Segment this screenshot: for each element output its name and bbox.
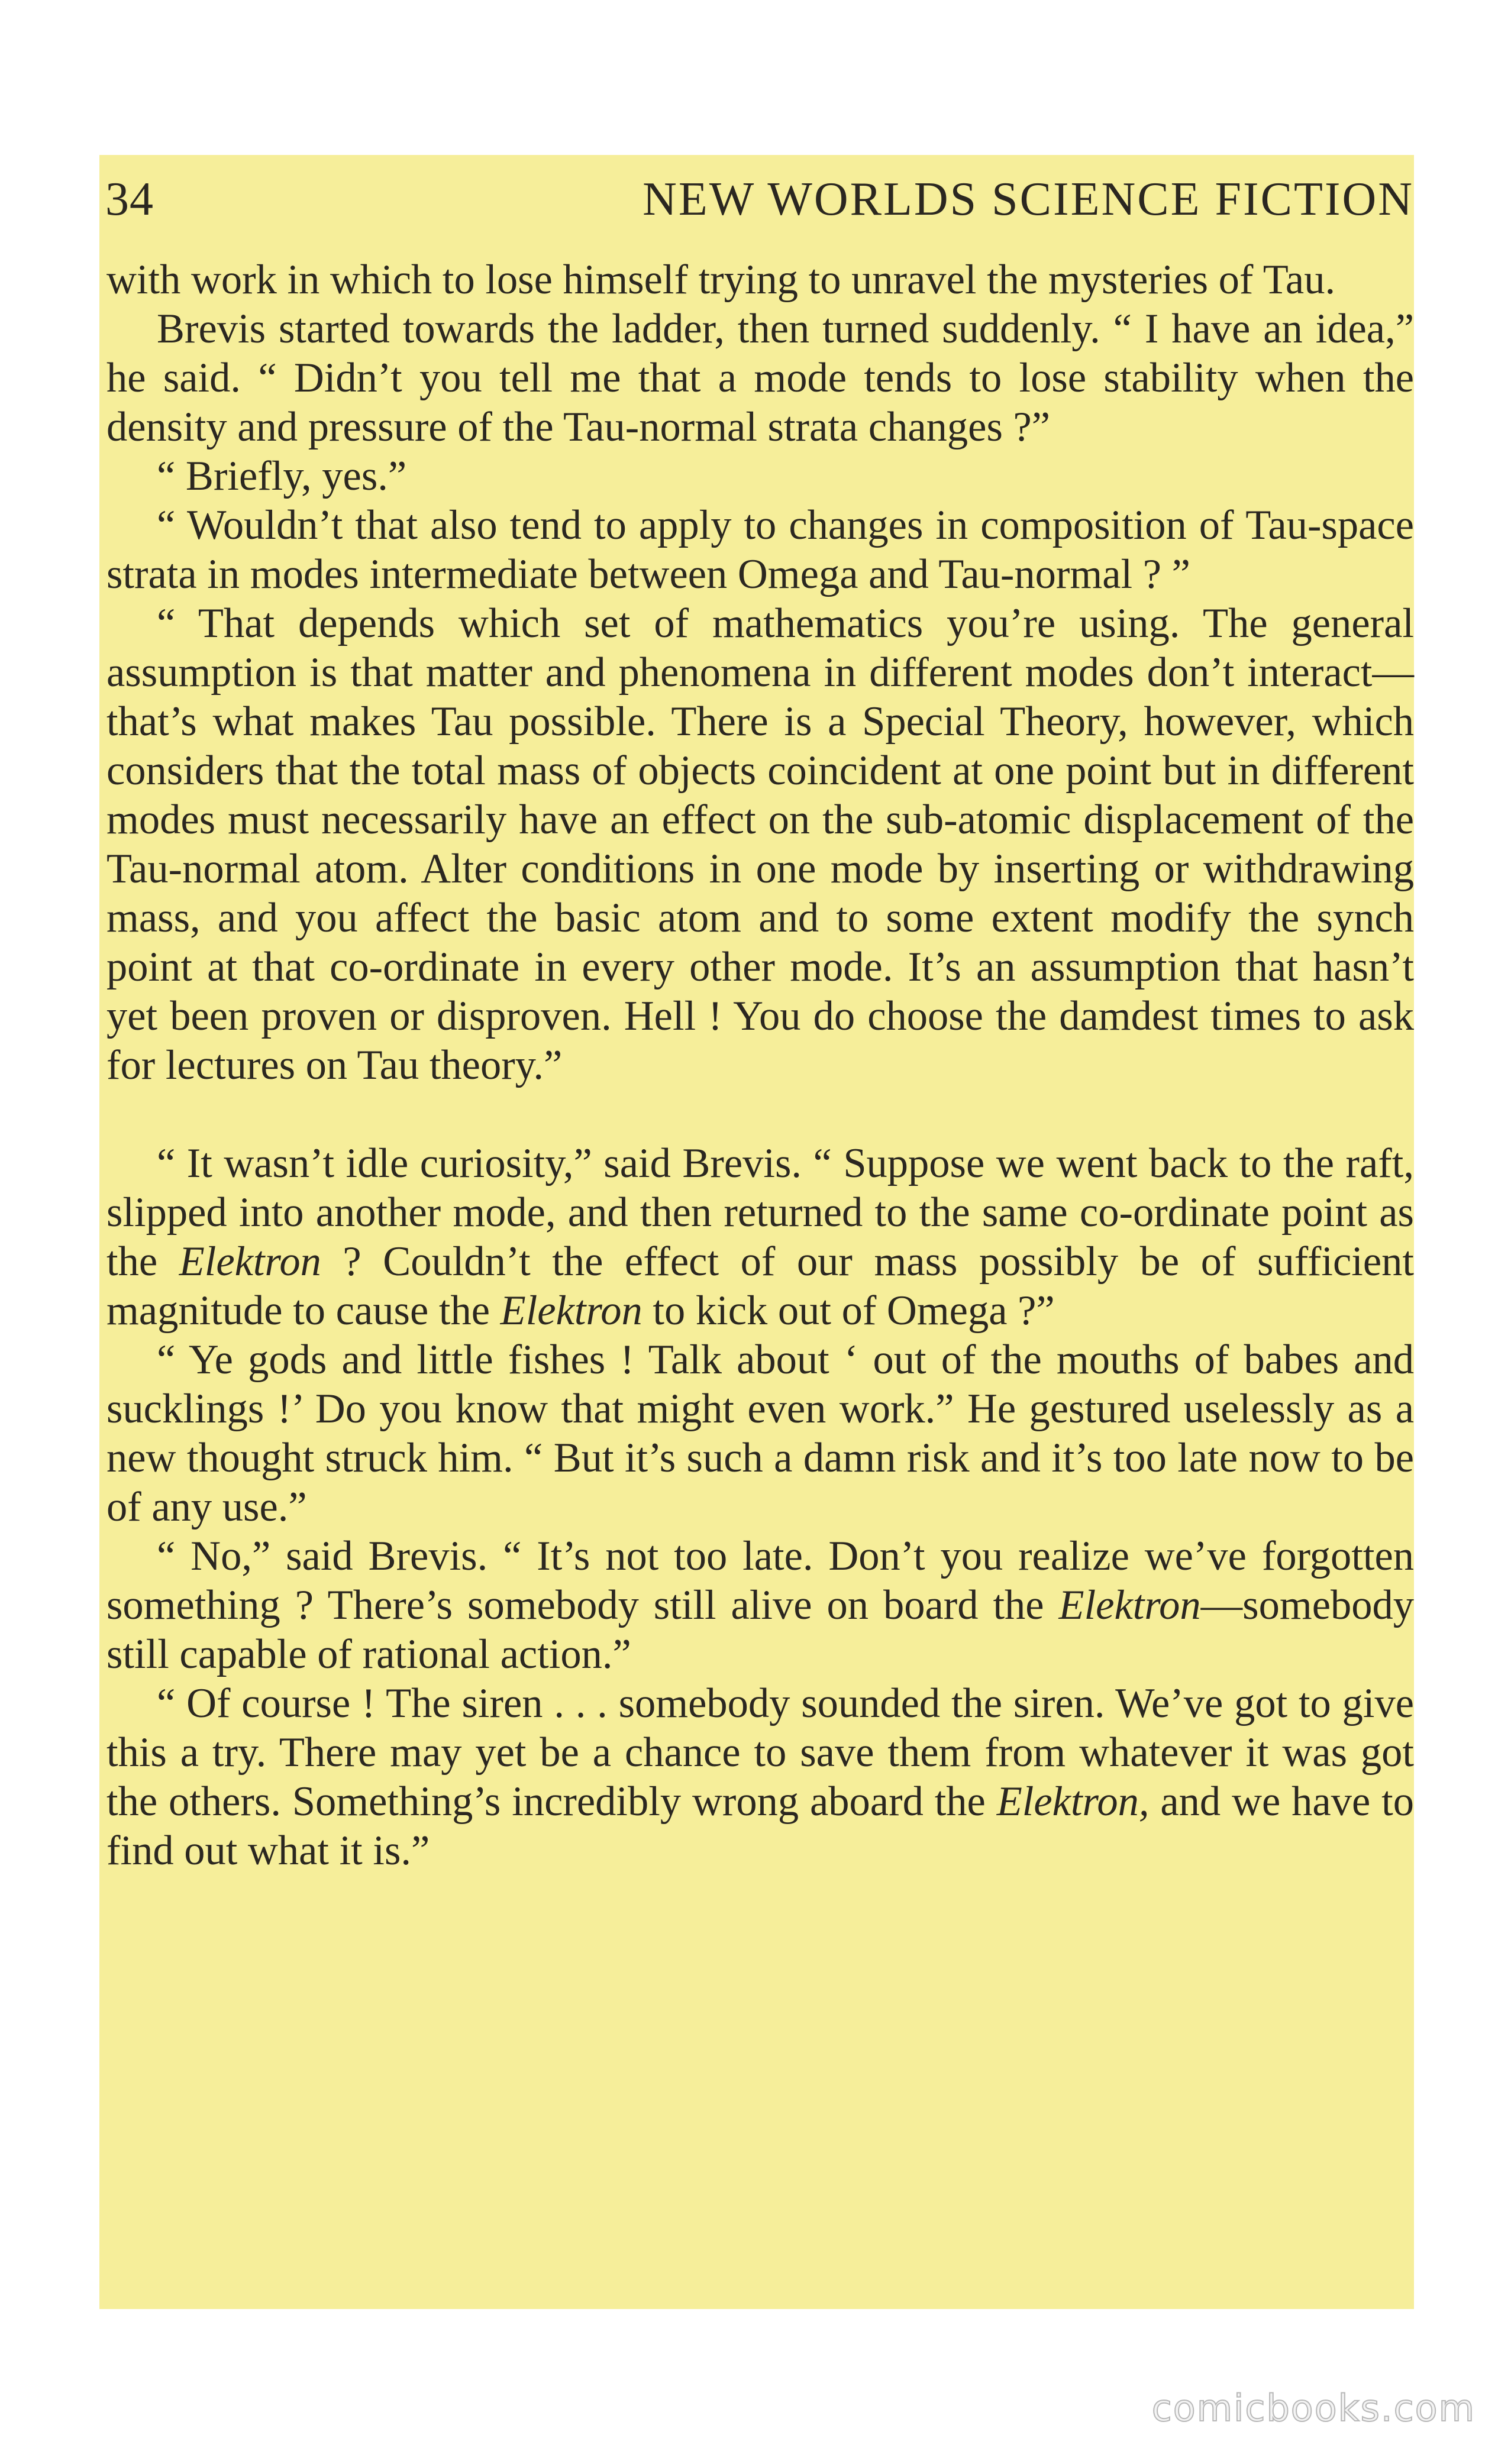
ship-name: Elektron [1058,1582,1201,1628]
paragraph [106,1336,1414,1532]
text-segment: “ Wouldn’t that also tend to apply to changes in composition of Tau-space strata in modes intermediate between Omega and Tau-normal ? ” [106,502,1414,597]
ship-name: Elektron [179,1239,321,1285]
text-segment: with work in which to lose himself trying to unravel the mysteries of Tau. [106,257,1336,303]
paragraph [106,501,1414,599]
text-segment: —somebody still capable of rational action.” [106,1582,1414,1677]
text-segment: “ Of course ! The siren . . . somebody sounded the siren. We’ve got to give this a try. There may yet be a chance to save them from whatever it was got the others. Something’s incredibly wrong aboard the [106,1680,1414,1825]
text-segment: “ That depends which set of mathematics you’re using. The general assumption is that matter and phenomena in different modes don’t interact—that’s what makes Tau possible. There is a Special Theory, however, which considers that the total mass of objects coincident at one point but in different modes must necessarily have an effect on the sub-atomic displacement of the Tau-normal atom. Alter conditions in one mode by inserting or withdrawing mass, and you affect the basic atom and to some extent modify the synch point at that co-ordinate in every other mode. It’s an assumption that hasn’t yet been proven or disproven. Hell ! You do choose the damdest times to ask for lectures on Tau theory.” [106,600,1414,1088]
ship-name: Elektron [500,1288,643,1334]
text-segment: “ Ye gods and little fishes ! Talk about ‘ out of the mouths of babes and sucklings !’ Do you know that might even work.” He gestured uselessly as a new thought struck him. “ But it’s such a damn risk and it’s too late now to be of any use.” [106,1337,1414,1530]
paragraph [106,1139,1414,1336]
text-segment: and we have to find out what it is.” [106,1779,1414,1874]
paragraph [106,305,1414,452]
running-head [105,167,1414,232]
ship-name: Elektron, [996,1779,1150,1825]
text-segment: to kick out of Omega ?” [642,1288,1055,1334]
text-segment: Brevis started towards the ladder, then turned suddenly. “ I have an idea,” he said. “ Didn’t you tell me that a mode tends to lose stability when the density and pressure of the Tau-normal strata changes ?” [106,306,1414,450]
body-text [106,256,1414,1876]
text-segment: ? Couldn’t the effect of our mass possibly be of sufficient magnitude to cause the [106,1239,1414,1334]
running-title: NEW WORLDS SCIENCE FICTION [643,173,1414,225]
paragraph [106,1679,1414,1876]
text-segment: “ Briefly, yes.” [157,453,407,499]
paragraph [106,452,1414,501]
text-segment: “ It wasn’t idle curiosity,” said Brevis. “ Suppose we went back to the raft, slipped into another mode, and then returned to the same co-ordinate point as the [106,1140,1414,1285]
book-page [99,155,1414,2309]
paragraph [106,599,1414,1090]
text-segment: “ No,” said Brevis. “ It’s not too late. Don’t you realize we’ve forgotten something ? There’s somebody still alive on board the [106,1533,1414,1628]
watermark-logo: comicbooks.com [1151,2387,1476,2430]
paragraph [106,256,1414,305]
paragraph [106,1532,1414,1679]
page-number: 34 [105,173,154,225]
